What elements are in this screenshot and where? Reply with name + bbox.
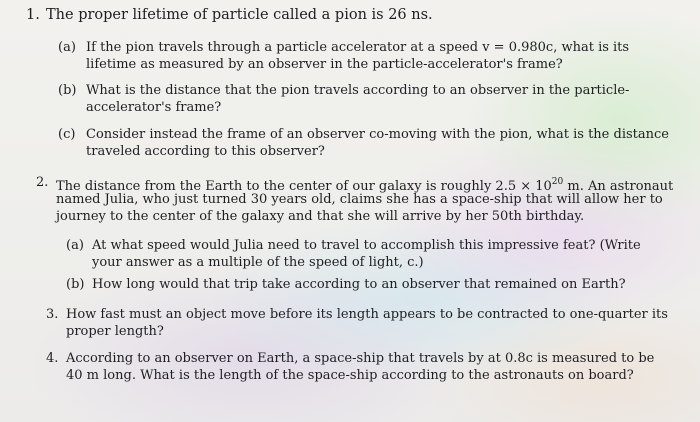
q4-line1: According to an observer on Earth, a space-ship that travels by at 0.8c is measured to be [66,351,655,366]
q1a-line1: If the pion travels through a particle accelerator at a speed v = 0.980c, what is its [86,40,630,55]
q1c-line2: traveled according to this observer? [86,144,325,159]
q1-number: 1. [26,7,40,23]
q2-line1-pre: The distance from the Earth to the center of our galaxy is roughly 2.5 × 10 [56,179,552,194]
q2-line3: journey to the center of the galaxy and that she will arrive by her 50th birthday. [56,209,585,224]
q2a-line1: At what speed would Julia need to travel to accomplish this impressive feat? (Write [92,238,641,253]
q1a-label: (a) [58,40,76,55]
q4-number: 4. [46,351,59,366]
q4-line2: 40 m long. What is the length of the space-ship according to the astronauts on board? [66,368,634,383]
q2-line2: named Julia, who just turned 30 years old, claims she has a space-ship that will allow her to [56,192,663,207]
q1a-line2: lifetime as measured by an observer in the particle-accelerator's frame? [86,57,563,72]
q3-line1: How fast must an object move before its length appears to be contracted to one-quarter its [66,307,668,322]
q2-exponent: 20 [551,177,564,187]
q1c-line1: Consider instead the frame of an observer co-moving with the pion, what is the distance [86,127,669,142]
q1b-label: (b) [58,83,77,98]
q2-number: 2. [36,175,49,190]
q2-line1-post: m. An astronaut [563,179,674,194]
q2a-line2: your answer as a multiple of the speed of light, c.) [92,255,424,270]
q1b-line2: accelerator's frame? [86,100,222,115]
q2b-line1: How long would that trip take according to an observer that remained on Earth? [92,277,626,292]
q1b-line1: What is the distance that the pion travels according to an observer in the particle- [86,83,630,98]
q2b-label: (b) [66,277,85,292]
q3-number: 3. [46,307,59,322]
q1c-label: (c) [58,127,76,142]
q3-line2: proper length? [66,324,164,339]
q2a-label: (a) [66,238,84,253]
q1-stem: The proper lifetime of particle called a pion is 26 ns. [46,7,433,23]
